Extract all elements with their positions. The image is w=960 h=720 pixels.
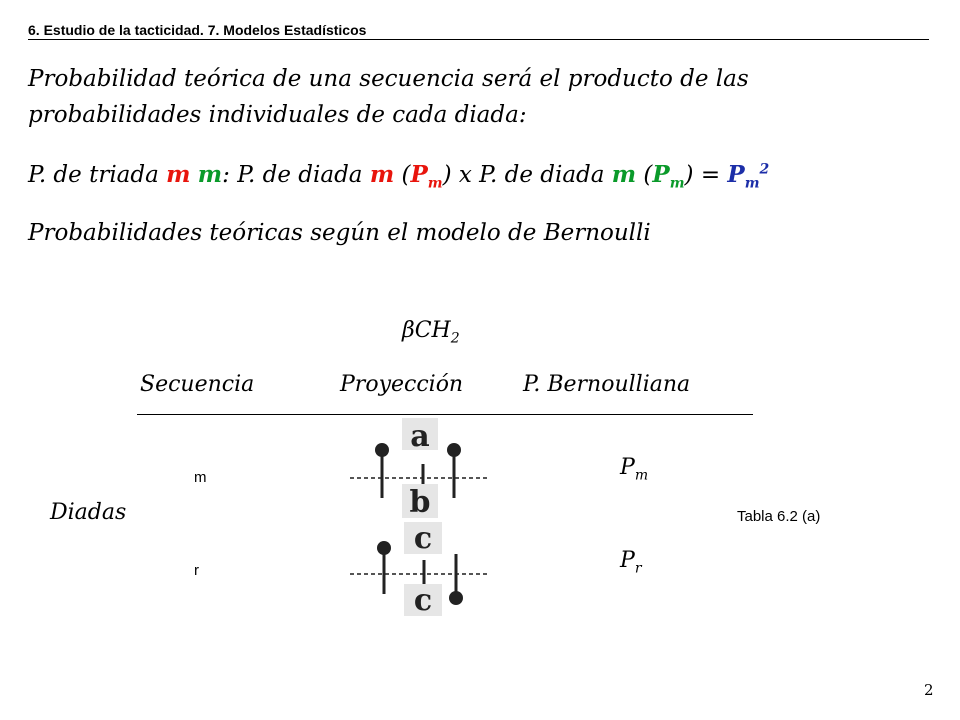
formula-m-red: m: [166, 161, 191, 188]
substituent-up: [377, 541, 391, 555]
beta-ch2-label: [402, 318, 460, 347]
prob-pr-p: P: [620, 548, 635, 573]
formula-paren-1: (: [394, 162, 411, 188]
prob-pm-p: P: [620, 455, 635, 480]
substituent-right: [447, 443, 461, 457]
prob-pr-sub: r: [634, 560, 642, 577]
row-sequence-m: m: [194, 469, 207, 486]
formula-pm-green-p: P: [652, 161, 670, 188]
formula-text-times: ) x P. de diada: [442, 162, 612, 188]
table-divider: [137, 414, 753, 415]
formula-pm-green-sub: m: [669, 175, 685, 192]
beta-ch2-sub: 2: [450, 330, 460, 347]
label-c-top: c: [413, 522, 433, 556]
intro-line-2: probabilidades individuales de cada diada:: [28, 102, 527, 128]
subtitle: Probabilidades teóricas según el modelo de Bernoulli: [28, 220, 651, 246]
prob-pr: [620, 548, 642, 577]
prob-pm-sub: m: [634, 467, 649, 484]
prob-pm: [620, 455, 649, 484]
formula-pm-red: [410, 161, 443, 192]
formula-pm-squared-sub: m: [744, 175, 760, 192]
intro-line-1: Probabilidad teórica de una secuencia será el producto de las: [28, 66, 749, 92]
formula-text-triada: P. de triada: [28, 162, 167, 188]
header-divider: [28, 39, 929, 40]
formula-paren-2: (: [636, 162, 653, 188]
column-header-proyeccion: Proyección: [340, 372, 464, 397]
label-a: a: [410, 419, 430, 454]
formula-equals: ) =: [684, 162, 728, 188]
formula-pm-red-sub: m: [427, 175, 443, 192]
formula-pm-squared-sup: 2: [759, 161, 770, 178]
column-header-bernoulliana: P. Bernoulliana: [523, 372, 691, 397]
page-number: 2: [924, 681, 934, 699]
row-group-diadas: Diadas: [50, 500, 127, 525]
label-b: b: [409, 485, 431, 520]
label-c-bottom: c: [413, 583, 433, 618]
row-sequence-r: r: [194, 562, 199, 579]
formula-line: [28, 158, 769, 192]
table-caption: Tabla 6.2 (a): [737, 508, 821, 525]
formula-pm-red-p: P: [410, 161, 428, 188]
formula-diada-m-green: m: [611, 161, 637, 188]
formula-m-green: m: [197, 161, 223, 188]
formula-pm-green: [652, 161, 685, 192]
substituent-left: [375, 443, 389, 457]
formula-pm-squared-p: P: [727, 161, 745, 188]
beta-ch2-text: βCH: [402, 318, 451, 343]
formula-pm-squared: [727, 161, 770, 192]
formula-diada-m-red: m: [369, 161, 395, 188]
slide-header: 6. Estudio de la tacticidad. 7. Modelos Estadísticos: [28, 22, 367, 38]
racemo-diad-projection: [340, 522, 500, 618]
formula-text-diada: : P. de diada: [222, 162, 370, 188]
column-header-secuencia: Secuencia: [140, 372, 255, 397]
substituent-down: [449, 591, 463, 605]
meso-diad-projection: [340, 418, 500, 523]
